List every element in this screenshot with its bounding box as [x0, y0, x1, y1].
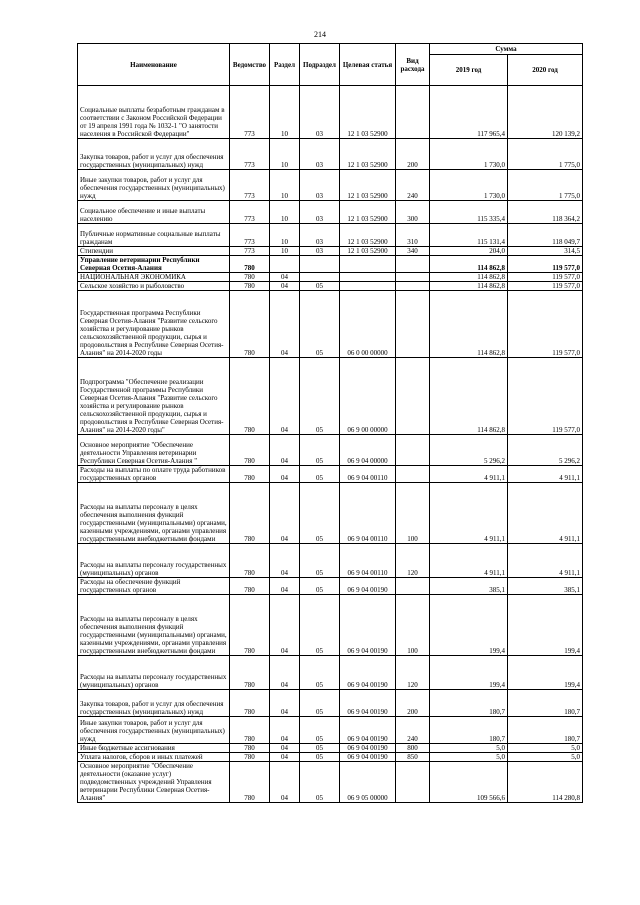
table-row: [78, 224, 583, 247]
cell-expense-type: [396, 358, 430, 435]
cell-razdel: 04: [270, 466, 300, 483]
cell-expense-type: [396, 762, 430, 803]
cell-sum-2020: 4 911,1: [508, 544, 583, 578]
cell-vedomstvo: 773: [230, 247, 270, 256]
cell-expense-type: 200: [396, 690, 430, 717]
cell-vedomstvo: 780: [230, 717, 270, 744]
cell-name: Расходы на выплаты персоналу государственных (муниципальных) органов: [78, 544, 230, 578]
table-row: [78, 578, 583, 595]
header-expense-type: Вид расхода: [396, 44, 430, 86]
table-row: [78, 753, 583, 762]
cell-expense-type: 120: [396, 544, 430, 578]
cell-sum-2020: 119 577,0: [508, 282, 583, 291]
cell-sum-2019: 5 296,2: [430, 435, 508, 466]
cell-expense-type: 800: [396, 744, 430, 753]
cell-podrazdel: 05: [300, 544, 340, 578]
cell-target-article: 12 1 03 52900: [340, 86, 396, 139]
cell-vedomstvo: 773: [230, 201, 270, 224]
table-row: [78, 762, 583, 803]
cell-razdel: 04: [270, 744, 300, 753]
cell-name: Стипендии: [78, 247, 230, 256]
cell-sum-2020: 199,4: [508, 656, 583, 690]
cell-expense-type: 100: [396, 483, 430, 544]
table-row: [78, 86, 583, 139]
cell-sum-2019: 5,0: [430, 744, 508, 753]
cell-target-article: 12 1 03 52900: [340, 170, 396, 201]
cell-name: Публичные нормативные социальные выплаты гражданам: [78, 224, 230, 247]
cell-razdel: 04: [270, 544, 300, 578]
cell-sum-2020: 1 775,0: [508, 139, 583, 170]
cell-target-article: 06 9 04 00190: [340, 578, 396, 595]
header-vedomstvo: Ведомство: [230, 44, 270, 86]
cell-sum-2020: 5 296,2: [508, 435, 583, 466]
table-row: [78, 139, 583, 170]
cell-expense-type: 240: [396, 717, 430, 744]
cell-target-article: [340, 282, 396, 291]
cell-razdel: 04: [270, 273, 300, 282]
table-row: [78, 656, 583, 690]
cell-sum-2019: 385,1: [430, 578, 508, 595]
cell-razdel: 04: [270, 435, 300, 466]
cell-expense-type: 200: [396, 139, 430, 170]
cell-razdel: 04: [270, 717, 300, 744]
cell-podrazdel: 05: [300, 282, 340, 291]
cell-vedomstvo: 780: [230, 273, 270, 282]
cell-sum-2019: 114 862,8: [430, 291, 508, 358]
cell-sum-2020: 119 577,0: [508, 291, 583, 358]
cell-podrazdel: 03: [300, 139, 340, 170]
cell-name: Расходы на выплаты персоналу в целях обеспечения выполнения функций государственными (муниципальными) органами, казенными учреждениями, органами управления государственными внебюджетными фондами: [78, 483, 230, 544]
cell-vedomstvo: 780: [230, 595, 270, 656]
header-2019: 2019 год: [430, 55, 508, 86]
cell-name: Социальное обеспечение и иные выплаты населению: [78, 201, 230, 224]
cell-sum-2020: 119 577,0: [508, 358, 583, 435]
cell-name: Расходы на обеспечение функций государственных органов: [78, 578, 230, 595]
cell-vedomstvo: 780: [230, 762, 270, 803]
cell-podrazdel: 05: [300, 690, 340, 717]
cell-vedomstvo: 780: [230, 578, 270, 595]
cell-name: Основное мероприятие "Обеспечение деятельности (оказание услуг) подведомственных учреждений Управления ветеринарии Республики Северная Осетия-Алания": [78, 762, 230, 803]
cell-razdel: 10: [270, 170, 300, 201]
cell-name: Подпрограмма "Обеспечение реализации Государственной программы Республики Северная Осетия-Алания "Развитие сельского хозяйства и регулирование рынков сельскохозяйственной продукции, сырья и продовольствия в Республике Северная Осетия-Алания" на 2014-2020 годы": [78, 358, 230, 435]
cell-target-article: 06 0 00 00000: [340, 291, 396, 358]
header-sum: Сумма: [430, 44, 583, 55]
budget-table: [77, 43, 583, 803]
cell-sum-2019: 114 862,8: [430, 358, 508, 435]
cell-name: Государственная программа Республики Северная Осетия-Алания "Развитие сельского хозяйства и регулирование рынков сельскохозяйственной продукции, сырья и продовольствия в Республике Северная Осетия-Алания" на 2014-2020 годы: [78, 291, 230, 358]
cell-vedomstvo: 780: [230, 753, 270, 762]
cell-sum-2019: 1 730,0: [430, 170, 508, 201]
cell-sum-2020: 4 911,1: [508, 466, 583, 483]
cell-vedomstvo: 780: [230, 282, 270, 291]
cell-expense-type: 340: [396, 247, 430, 256]
cell-razdel: 04: [270, 762, 300, 803]
cell-name: Расходы на выплаты персоналу в целях обеспечения выполнения функций государственными (муниципальными) органами, казенными учреждениями, органами управления государственными внебюджетными фондами: [78, 595, 230, 656]
cell-podrazdel: 05: [300, 595, 340, 656]
cell-podrazdel: 05: [300, 435, 340, 466]
cell-name: Закупка товаров, работ и услуг для обеспечения государственных (муниципальных) нужд: [78, 690, 230, 717]
cell-sum-2019: 204,0: [430, 247, 508, 256]
cell-razdel: 04: [270, 753, 300, 762]
cell-sum-2019: 180,7: [430, 690, 508, 717]
cell-sum-2019: 114 862,8: [430, 282, 508, 291]
cell-sum-2019: 4 911,1: [430, 544, 508, 578]
cell-expense-type: [396, 578, 430, 595]
cell-name: Иные закупки товаров, работ и услуг для обеспечения государственных (муниципальных) нужд: [78, 170, 230, 201]
cell-sum-2019: 5,0: [430, 753, 508, 762]
cell-sum-2020: 180,7: [508, 690, 583, 717]
table-row: [78, 282, 583, 291]
header-podrazdel: Подраздел: [300, 44, 340, 86]
table-row: [78, 291, 583, 358]
header-2020: 2020 год: [508, 55, 583, 86]
cell-sum-2019: 114 862,8: [430, 256, 508, 273]
table-row: [78, 744, 583, 753]
table-row: [78, 435, 583, 466]
cell-sum-2020: 114 280,8: [508, 762, 583, 803]
cell-target-article: 12 1 03 52900: [340, 247, 396, 256]
cell-sum-2019: 199,4: [430, 595, 508, 656]
cell-podrazdel: 05: [300, 291, 340, 358]
cell-sum-2020: 1 775,0: [508, 170, 583, 201]
cell-name: Социальные выплаты безработным гражданам в соответствии с Законом Российской Федерации от 19 апреля 1991 года № 1032-1 "О занятости населения в Российской Федерации": [78, 86, 230, 139]
cell-target-article: [340, 256, 396, 273]
cell-razdel: 04: [270, 578, 300, 595]
cell-expense-type: 850: [396, 753, 430, 762]
cell-sum-2020: 314,5: [508, 247, 583, 256]
cell-name: Закупка товаров, работ и услуг для обеспечения государственных (муниципальных) нужд: [78, 139, 230, 170]
cell-vedomstvo: 780: [230, 358, 270, 435]
cell-target-article: 06 9 04 00190: [340, 595, 396, 656]
cell-sum-2020: 119 577,0: [508, 256, 583, 273]
cell-name: Сельское хозяйство и рыболовство: [78, 282, 230, 291]
cell-razdel: 04: [270, 595, 300, 656]
cell-name: Уплата налогов, сборов и иных платежей: [78, 753, 230, 762]
table-row: [78, 256, 583, 273]
cell-podrazdel: 03: [300, 201, 340, 224]
cell-vedomstvo: 780: [230, 656, 270, 690]
cell-podrazdel: 03: [300, 247, 340, 256]
cell-sum-2020: 118 364,2: [508, 201, 583, 224]
cell-sum-2019: 117 965,4: [430, 86, 508, 139]
cell-target-article: 12 1 03 52900: [340, 201, 396, 224]
cell-target-article: 06 9 04 00190: [340, 690, 396, 717]
cell-expense-type: 120: [396, 656, 430, 690]
cell-expense-type: [396, 291, 430, 358]
cell-expense-type: [396, 466, 430, 483]
cell-sum-2020: 118 049,7: [508, 224, 583, 247]
cell-sum-2019: 4 911,1: [430, 483, 508, 544]
table-row: [78, 717, 583, 744]
table-header: [78, 44, 583, 86]
cell-razdel: 10: [270, 247, 300, 256]
cell-target-article: 12 1 03 52900: [340, 224, 396, 247]
cell-podrazdel: 05: [300, 483, 340, 544]
cell-sum-2019: 180,7: [430, 717, 508, 744]
cell-target-article: 06 9 05 00000: [340, 762, 396, 803]
cell-sum-2019: 109 566,6: [430, 762, 508, 803]
cell-name: Иные закупки товаров, работ и услуг для обеспечения государственных (муниципальных) нужд: [78, 717, 230, 744]
cell-podrazdel: 05: [300, 578, 340, 595]
cell-sum-2019: 114 862,8: [430, 273, 508, 282]
cell-podrazdel: 03: [300, 170, 340, 201]
cell-razdel: 10: [270, 201, 300, 224]
cell-sum-2019: 1 730,0: [430, 139, 508, 170]
cell-expense-type: 310: [396, 224, 430, 247]
cell-podrazdel: 05: [300, 358, 340, 435]
table-row: [78, 358, 583, 435]
cell-name: Расходы на выплаты персоналу государственных (муниципальных) органов: [78, 656, 230, 690]
cell-podrazdel: 03: [300, 86, 340, 139]
cell-name: Основное мероприятие "Обеспечение деятельности Управления ветеринарии Республики Северная Осетия-Алания ": [78, 435, 230, 466]
cell-podrazdel: 05: [300, 762, 340, 803]
table-row: [78, 483, 583, 544]
cell-expense-type: [396, 282, 430, 291]
header-target-article: Целевая статья: [340, 44, 396, 86]
table-row: [78, 690, 583, 717]
table-row: [78, 544, 583, 578]
cell-podrazdel: [300, 273, 340, 282]
cell-podrazdel: 05: [300, 753, 340, 762]
cell-sum-2019: 115 335,4: [430, 201, 508, 224]
table-row: [78, 466, 583, 483]
cell-vedomstvo: 780: [230, 435, 270, 466]
cell-target-article: 06 9 04 00190: [340, 656, 396, 690]
cell-razdel: 04: [270, 291, 300, 358]
cell-name: Иные бюджетные ассигнования: [78, 744, 230, 753]
budget-table-container: [77, 43, 582, 803]
cell-vedomstvo: 773: [230, 224, 270, 247]
header-razdel: Раздел: [270, 44, 300, 86]
cell-expense-type: 300: [396, 201, 430, 224]
cell-vedomstvo: 773: [230, 170, 270, 201]
cell-expense-type: 100: [396, 595, 430, 656]
cell-vedomstvo: 780: [230, 483, 270, 544]
cell-razdel: 10: [270, 86, 300, 139]
cell-sum-2019: 199,4: [430, 656, 508, 690]
cell-expense-type: [396, 256, 430, 273]
cell-target-article: 06 9 04 00000: [340, 435, 396, 466]
cell-target-article: 06 9 04 00190: [340, 717, 396, 744]
cell-vedomstvo: 780: [230, 744, 270, 753]
cell-sum-2020: 180,7: [508, 717, 583, 744]
cell-vedomstvo: 773: [230, 86, 270, 139]
cell-sum-2020: 199,4: [508, 595, 583, 656]
cell-target-article: 06 9 04 00110: [340, 466, 396, 483]
cell-razdel: 10: [270, 224, 300, 247]
cell-podrazdel: 05: [300, 466, 340, 483]
table-row: [78, 273, 583, 282]
cell-vedomstvo: 780: [230, 544, 270, 578]
cell-razdel: 04: [270, 690, 300, 717]
table-row: [78, 595, 583, 656]
cell-razdel: 04: [270, 656, 300, 690]
cell-target-article: 06 9 04 00110: [340, 544, 396, 578]
cell-vedomstvo: 780: [230, 690, 270, 717]
cell-podrazdel: 03: [300, 224, 340, 247]
cell-vedomstvo: 780: [230, 256, 270, 273]
cell-vedomstvo: 780: [230, 291, 270, 358]
table-row: [78, 170, 583, 201]
cell-expense-type: [396, 273, 430, 282]
cell-vedomstvo: 780: [230, 466, 270, 483]
cell-expense-type: [396, 86, 430, 139]
cell-sum-2020: 5,0: [508, 744, 583, 753]
table-row: [78, 247, 583, 256]
cell-razdel: 10: [270, 139, 300, 170]
cell-target-article: 12 1 03 52900: [340, 139, 396, 170]
cell-target-article: 06 9 04 00190: [340, 744, 396, 753]
cell-sum-2020: 4 911,1: [508, 483, 583, 544]
cell-expense-type: 240: [396, 170, 430, 201]
cell-sum-2020: 5,0: [508, 753, 583, 762]
cell-target-article: 06 9 04 00190: [340, 753, 396, 762]
cell-vedomstvo: 773: [230, 139, 270, 170]
cell-razdel: 04: [270, 483, 300, 544]
cell-razdel: [270, 256, 300, 273]
cell-name: Управление ветеринарии Республики Северная Осетия-Алания: [78, 256, 230, 273]
header-name: Наименование: [78, 44, 230, 86]
cell-expense-type: [396, 435, 430, 466]
cell-target-article: 06 9 00 00000: [340, 358, 396, 435]
cell-razdel: 04: [270, 358, 300, 435]
table-body: [78, 86, 583, 803]
cell-podrazdel: 05: [300, 717, 340, 744]
cell-podrazdel: [300, 256, 340, 273]
cell-sum-2019: 4 911,1: [430, 466, 508, 483]
cell-name: НАЦИОНАЛЬНАЯ ЭКОНОМИКА: [78, 273, 230, 282]
cell-target-article: 06 9 04 00110: [340, 483, 396, 544]
cell-target-article: [340, 273, 396, 282]
table-row: [78, 201, 583, 224]
cell-podrazdel: 05: [300, 744, 340, 753]
cell-sum-2020: 120 139,2: [508, 86, 583, 139]
cell-sum-2019: 115 131,4: [430, 224, 508, 247]
cell-razdel: 04: [270, 282, 300, 291]
cell-sum-2020: 385,1: [508, 578, 583, 595]
cell-sum-2020: 119 577,0: [508, 273, 583, 282]
page-number: 214: [314, 30, 326, 39]
cell-podrazdel: 05: [300, 656, 340, 690]
cell-name: Расходы на выплаты по оплате труда работников государственных органов: [78, 466, 230, 483]
